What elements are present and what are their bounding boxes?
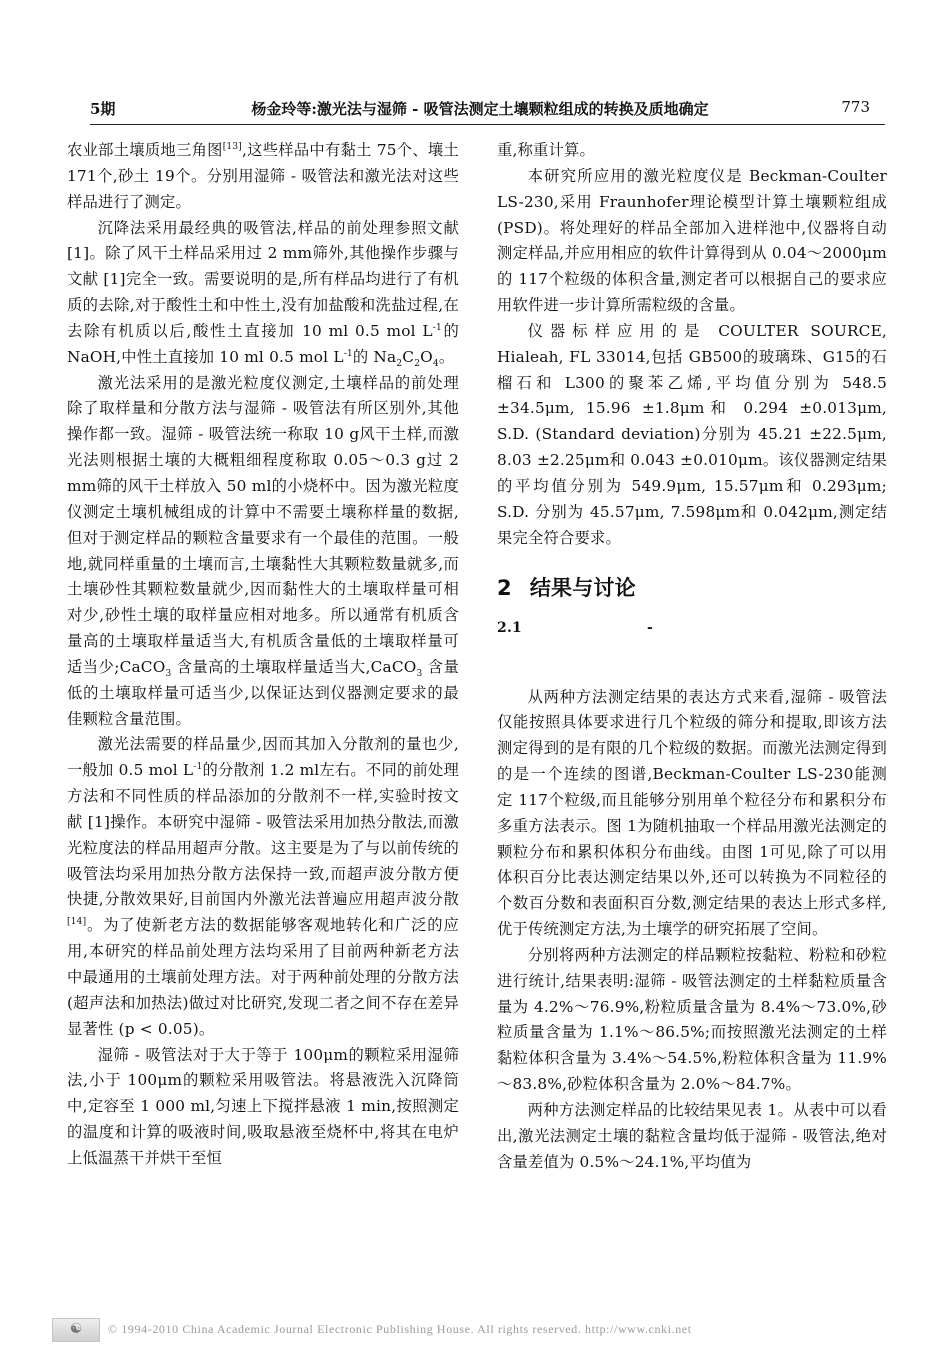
subsection-heading bbox=[497, 615, 887, 641]
paragraph: 农业部土壤质地三角图[13],这些样品中有黏土 75个、壤土 171个,砂土 19个。分别用湿筛 - 吸管法和激光法对这些样品进行了测定。 bbox=[67, 141, 459, 211]
paragraph: 仪器标样应用的是 COULTER SOURCE, Hialeah, FL 33014,包括 GB500的玻璃珠、G15的石榴石和 L300的聚苯乙烯,平均值分别为 548.5 ±34.5μm, 15.96 ±1.8μm和 0.294 ±0.013μm, S.D. (Standard deviation)分别为 45.21 ±22.5μm, 8.03 ±2.25μm和 0.043 ±0.010μm。该仪器测定结果的平均值分别为 549.9μm, 15.57μm和 0.293μm; S.D. 分别为 45.57μm, 7.598μm和 0.042μm,测定结果完全符合要求。 bbox=[497, 321, 887, 547]
citation: [14] bbox=[67, 917, 87, 928]
running-title: 杨金玲等:激光法与湿筛 - 吸管法测定土壤颗粒组成的转换及质地确定 bbox=[251, 100, 709, 118]
subsection-title: - bbox=[647, 619, 654, 636]
running-header bbox=[90, 98, 870, 122]
paragraph: 湿筛 - 吸管法对于大于等于 100μm的颗粒采用湿筛法,小于 100μm的颗粒采用吸管法。将悬液洗入沉降筒中,定容至 1 000 ml,匀速上下搅拌悬液 1 min,按照测定的温度和计算的吸液时间,吸取悬液至烧杯中,将其在电炉上低温蒸干并烘干至恒 bbox=[67, 1045, 459, 1167]
paragraph: 重,称重计算。 bbox=[497, 141, 596, 159]
cnki-logo-icon: ☯ bbox=[52, 1318, 100, 1342]
section-number: 2 bbox=[497, 575, 512, 600]
citation: [13] bbox=[222, 141, 242, 152]
header-rule bbox=[90, 124, 885, 125]
copyright-notice: © 1994-2010 China Academic Journal Electronic Publishing House. All rights reserved. http://www.cnki.net bbox=[108, 1322, 692, 1336]
paragraph: 本研究所应用的激光粒度仪是 Beckman-Coulter LS-230,采用 Fraunhofer理论模型计算土壤颗粒组成 (PSD)。将处理好的样品全部加入进样池中,仪器将自动测定样品,并应用相应的软件计算得到从 0.04～2000μm的 117个粒级的体积含量,测定者可以根据自己的要求应用软件进一步计算所需粒级的含量。 bbox=[497, 166, 887, 315]
section-heading bbox=[497, 573, 887, 603]
subsection-number: 2.1 bbox=[497, 619, 522, 636]
issue-number: 5期 bbox=[90, 100, 116, 118]
section-title: 结果与讨论 bbox=[529, 575, 636, 600]
right-column bbox=[497, 138, 887, 1176]
paragraph: 分别将两种方法测定的样品颗粒按黏粒、粉粒和砂粒进行统计,结果表明:湿筛 - 吸管法测定的土样黏粒质量含量为 4.2%～76.9%,粉粒质量含量为 8.4%～73.0%,砂粒质量含量为 1.1%～86.5%;而按照激光法测定的土样黏粒体积含量为 3.4%～54.5%,粉粒体积含量为 11.9%～83.8%,砂粒体积含量为 2.0%～84.7%。 bbox=[497, 945, 887, 1094]
paragraph: 激光法需要的样品量少,因而其加入分散剂的量也少,一般加 0.5 mol $L^{-1}$的分散剂 1.2 ml左右。不同的前处理方法和不同性质的样品添加的分散剂不一样,实验时按文献 [1]操作。本研究中湿筛 - 吸管法采用加热分散法,而激光粒度法的样品用超声分散。这主要是为了与以前传统的吸管法均采用加热分散方法保持一致,而超声波分散方便快捷,分散效果好,目前国内外激光法普遍应用超声波分散[14]。为了使新老方法的数据能够客观地转化和广泛的应用,本研究的样品前处理方法均采用了目前两种新老方法中最通用的土壤前处理方法。对于两种前处理的分散方法 (超声法和加热法)做过对比研究,发现二者之间不存在差异显著性 (p < 0.05)。 bbox=[67, 735, 459, 1038]
paragraph: 激光法采用的是激光粒度仪测定,土壤样品的前处理除了取样量和分散方法与湿筛 - 吸管法有所区别外,其他操作都一致。湿筛 - 吸管法统一称取 10 g风干土样,而激光法则根据土壤的大概粗细程度称取 0.05～0.3 g过 2 mm筛的风干土样放入 50 ml的小烧杯中。因为激光粒度仪测定土壤机械组成的计算中不需要土壤称样量的数据,但对于测定样品的颗粒含量要求有一个最佳的范围。一般地,就同样重量的土壤而言,土壤黏性大其颗粒数量就多,而土壤砂性其颗粒数量就少,因而黏性大的土壤取样量可相对少,砂性土壤的取样量应相对地多。所以通常有机质含量高的土壤取样量适当大,有机质含量低的土壤取样量可适当少;CaCO$_3$ 含量高的土壤取样量适当大,CaCO$_3$ 含量低的土壤取样量可适当少,以保证达到仪器测定要求的最佳颗粒含量范围。 bbox=[67, 373, 459, 728]
paragraph: 沉降法采用最经典的吸管法,样品的前处理参照文献 [1]。除了风干土样品采用过 2 mm筛外,其他操作步骤与文献 [1]完全一致。需要说明的是,所有样品均进行了有机质的去除,对于酸性土和中性土,没有加盐酸和洗盐过程,在去除有机质以后,酸性土直接加 10 ml 0.5 mol $L^{-1}$的 NaOH,中性土直接加 10 ml 0.5 mol $L^{-1}$的 $Na_2C_2O_4$。 bbox=[67, 218, 460, 369]
paragraph: 两种方法测定样品的比较结果见表 1。从表中可以看出,激光法测定土壤的黏粒含量均低于湿筛 - 吸管法,绝对含量差值为 0.5%～24.1%,平均值为 bbox=[497, 1101, 887, 1171]
left-column bbox=[67, 138, 459, 1172]
page-number: 773 bbox=[841, 98, 870, 116]
paragraph: 从两种方法测定结果的表达方式来看,湿筛 - 吸管法仅能按照具体要求进行几个粒级的筛分和提取,即该方法测定得到的是有限的几个粒级的数据。而激光法测定得到的是一个连续的图谱,Beckman-Coulter LS-230能测定 117个粒级,而且能够分别用单个粒径分布和累积分布多重方法表示。图 1为随机抽取一个样品用激光法测定的颗粒分布和累积体积分布曲线。由图 1可见,除了可以用体积百分比表达测定结果以外,还可以转换为不同粒径的个数百分数和表面积百分数,测定结果的表达上形式多样,优于传统测定方法,为土壤学的研究拓展了空间。 bbox=[497, 687, 887, 939]
page-footer bbox=[52, 1318, 892, 1344]
